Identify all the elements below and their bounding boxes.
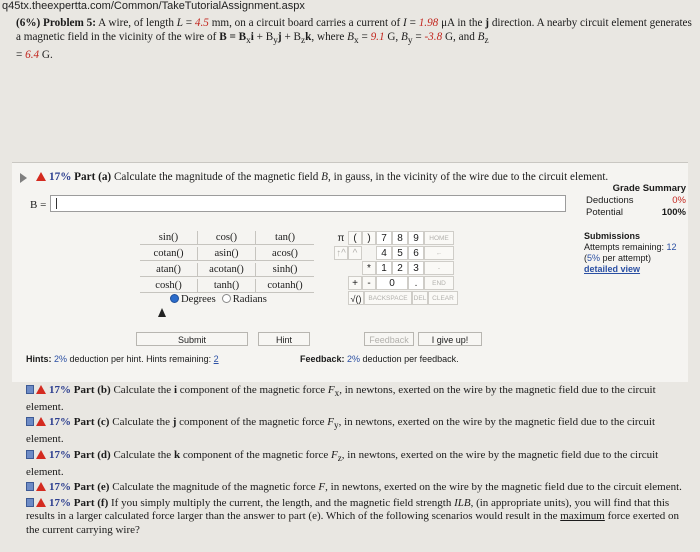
hints-text: deduction per hint. Hints remaining: [67,354,214,364]
radians-option[interactable] [222,294,267,305]
warning-icon [36,417,46,426]
unit-vector: k [173,448,181,461]
k-hat: k [305,31,312,43]
j-hat: j [277,31,282,43]
angle-mode [140,294,314,305]
fn-button[interactable]: acos() [256,247,314,261]
warning-icon [36,172,46,181]
hints-info [26,354,219,364]
warning-icon [36,385,46,394]
sqrt-key[interactable]: √() [348,291,364,305]
part-text: Calculate the [109,416,173,429]
answer-label: B = [30,199,47,211]
part-text: , (in appropriate units), you will find that this results in a larger calculated force larger than the answer to part (e). Which of the following scenarios would result in the [26,496,670,523]
detailed-view-link[interactable]: detailed view [584,264,641,274]
part-label: Part (d) [73,448,111,461]
document-icon [26,482,34,491]
part-text: Calculate the magnitude of the magnetic force [109,481,319,494]
problem-text: G. [39,49,53,62]
fn-button[interactable]: cotan() [140,247,198,261]
part-a-text: , in gauss, in the vicinity of the wire due to the circuit element. [328,171,609,183]
fn-button[interactable]: asin() [198,247,256,261]
radio-icon [222,294,231,303]
key-7[interactable]: 7 [376,231,392,245]
unit-vector: i [173,384,178,396]
ilb-symbol: ILB [454,496,471,509]
key-1[interactable]: 1 [376,261,392,275]
spacer [334,291,348,305]
problem-statement [16,16,692,62]
hints-pct: 2% [54,354,68,364]
multiply-key[interactable]: * [362,261,376,275]
fn-button[interactable]: atan() [140,263,198,277]
key-8[interactable]: 8 [392,231,408,245]
maximum-word: maximum [560,510,605,523]
force-sub: z [337,452,342,463]
sub: y [407,36,413,47]
fn-button[interactable]: acotan() [198,263,256,277]
fn-button[interactable]: tanh() [198,279,256,293]
sub: z [301,36,306,47]
submit-button[interactable]: Submit [136,332,248,346]
force-sub: x [334,388,340,399]
unit-vector: j [172,416,177,429]
per-attempt-pct: 5% [587,253,601,263]
bx-symbol: B [347,31,354,43]
part-label: Part (b) [73,384,111,396]
warning-icon [36,482,46,491]
key-6[interactable]: 6 [408,246,424,260]
eq: = [412,31,425,43]
key-9[interactable]: 9 [408,231,424,245]
feedback-pct: 2% [347,354,361,364]
eq: = [16,49,26,62]
paren: ( [584,253,587,263]
key-2[interactable]: 2 [392,261,408,275]
problem-text: μA in the [438,17,486,29]
browser-url: q45tx.theexpertta.com/Common/TakeTutorialAssignment.aspx [2,0,305,12]
sub: y [273,36,278,47]
problem-text: direction. A nearby circuit element generates a magnetic field in the vicinity of the wire of [16,17,692,43]
sub: x [353,36,359,47]
part-text: , in newtons, exerted on the wire by the magnetic field due to the circuit element. [26,448,659,478]
part-text: , in newtons, exerted on the wire by the magnetic field due to the circuit element. [26,384,656,413]
document-icon [26,498,34,507]
function-calculator [140,231,314,305]
force-symbol: F [330,448,338,461]
problem-text: G, [384,31,402,43]
hints-label: Hints: [26,354,54,364]
grade-summary-title: Grade Summary [612,183,686,194]
sub: x [246,36,251,47]
lparen-key[interactable]: ( [348,231,362,245]
fn-button[interactable]: cotanh() [256,279,314,293]
grade-summary [582,183,686,218]
dot-key[interactable]: . [408,276,424,290]
by-symbol: B [401,31,408,43]
plus: + B [253,31,274,43]
left-arrow-key[interactable]: ← [424,246,454,260]
part-text: force exerted on the current carrying wire? [26,510,680,536]
problem-text: G, and [442,31,478,43]
problem-text: A wire, of length [95,17,177,29]
key-3[interactable]: 3 [408,261,424,275]
problem-text: , where [311,31,348,43]
problem-pct: (6%) [16,17,41,29]
i-hat: i [250,31,254,43]
part-text: Calculate the [110,448,174,461]
minus-right-key[interactable]: - [424,261,454,275]
part-a-heading [36,171,608,183]
sub: z [484,36,489,47]
clear-key[interactable]: CLEAR [428,291,458,305]
part-pct: 17% [49,496,71,509]
spacer [334,276,348,290]
key-0[interactable]: 0 [376,276,408,290]
radio-selected-icon [170,294,179,303]
text-caret [56,198,57,209]
spacer [348,261,362,275]
attempts-value: 12 [666,242,677,252]
answer-input[interactable] [50,195,566,212]
current-value: 1.98 [418,17,439,29]
bz-value: 6.4 [25,49,40,62]
part-item[interactable] [26,384,692,414]
part-item[interactable] [26,449,692,479]
spacer [334,261,348,275]
up-arrow-key[interactable]: ↑^ [334,246,348,260]
j-hat: j [485,17,490,29]
part-a-label: Part (a) [74,171,112,183]
fn-button[interactable]: sinh() [256,263,314,277]
part-pct: 17% [49,416,71,429]
home-key[interactable]: HOME [424,231,454,245]
function-grid [140,231,314,293]
document-icon [26,417,34,426]
caret-key[interactable]: ^ [348,246,362,260]
part-a-panel [12,162,688,382]
part-text: component of the magnetic force [180,448,331,461]
submissions-title: Submissions [584,231,641,241]
part-text: Calculate the [110,384,174,396]
part-a-text: Calculate the magnitude of the magnetic field [111,171,322,183]
part-label: Part (f) [73,496,109,509]
backspace-key[interactable]: BACKSPACE [364,291,412,305]
attempts-label: Attempts remaining: [584,242,667,252]
give-up-button[interactable]: I give up! [418,332,482,346]
problem-text: mm, on a circuit board carries a current of [208,17,404,29]
eq: = [358,31,371,43]
keypad [334,231,474,306]
part-item-f[interactable] [26,497,692,538]
rparen-key[interactable]: ) [362,231,376,245]
bx-value: 9.1 [370,31,385,43]
field-eq: B = B [219,31,247,43]
pi-key[interactable]: π [337,233,345,244]
submissions-panel [584,231,690,275]
problem-title: Problem 5: [43,17,96,29]
document-icon [26,450,34,459]
part-text: , in newtons, exerted on the wire by the magnetic field due to the circuit element. [325,481,682,494]
feedback-button[interactable]: Feedback [364,332,414,346]
eq: = [406,17,419,29]
part-label: Part (e) [73,481,110,494]
mouse-cursor-icon [158,308,166,317]
potential-label: Potential [586,207,623,218]
eq: = [183,17,195,29]
part-text: component of the magnetic force [176,416,328,429]
part-label: Part (c) [73,416,110,429]
fn-button[interactable]: sin() [140,231,198,245]
degrees-label: Degrees [181,294,216,305]
warning-icon [36,498,46,507]
fn-button[interactable]: cos() [198,231,256,245]
by-value: -3.8 [424,31,443,43]
feedback-info [300,354,459,364]
key-5[interactable]: 5 [392,246,408,260]
key-4[interactable]: 4 [376,246,392,260]
length-symbol: L [176,17,183,29]
degrees-option[interactable] [170,294,216,305]
current-symbol: I [403,17,407,29]
bz-symbol: B [477,31,485,43]
per-attempt-text: per attempt) [600,253,652,263]
part-item[interactable] [26,481,692,495]
warning-icon [36,450,46,459]
spacer [362,246,376,260]
part-pct: 17% [49,384,71,396]
part-pct: 17% [49,448,71,461]
potential-value: 100% [661,207,686,218]
fn-button[interactable]: cosh() [140,279,198,293]
action-buttons [136,332,482,346]
part-pct: 17% [49,481,71,494]
fn-button[interactable]: tan() [256,231,314,245]
deductions-value: 0% [672,195,686,206]
deductions-label: Deductions [586,195,634,206]
del-key[interactable]: DEL [412,291,428,305]
feedback-text: deduction per feedback. [360,354,459,364]
document-icon [26,385,34,394]
minus-key[interactable]: - [362,276,376,290]
hint-button[interactable]: Hint [258,332,310,346]
part-text: component of the magnetic force [177,384,328,396]
part-item[interactable] [26,416,692,446]
expand-arrow-icon[interactable] [20,173,27,183]
force-sub: y [334,420,339,431]
b-symbol: B [321,171,328,183]
end-key[interactable]: END [424,276,454,290]
plus: + B [281,31,302,43]
force-symbol: F [327,416,335,429]
part-text: , in newtons, exerted on the wire by the magnetic field due to the circuit element. [26,416,656,446]
plus-key[interactable]: + [348,276,362,290]
hints-remaining: 2 [213,354,219,364]
length-value: 4.5 [194,17,209,29]
part-text: If you simply multiply the current, the length, and the magnetic field strength [108,496,455,509]
force-symbol: F [318,481,326,494]
feedback-label: Feedback: [300,354,348,364]
remaining-parts [26,384,692,540]
force-symbol: F [327,384,335,396]
part-a-pct: 17% [49,171,72,183]
radians-label: Radians [232,294,267,305]
